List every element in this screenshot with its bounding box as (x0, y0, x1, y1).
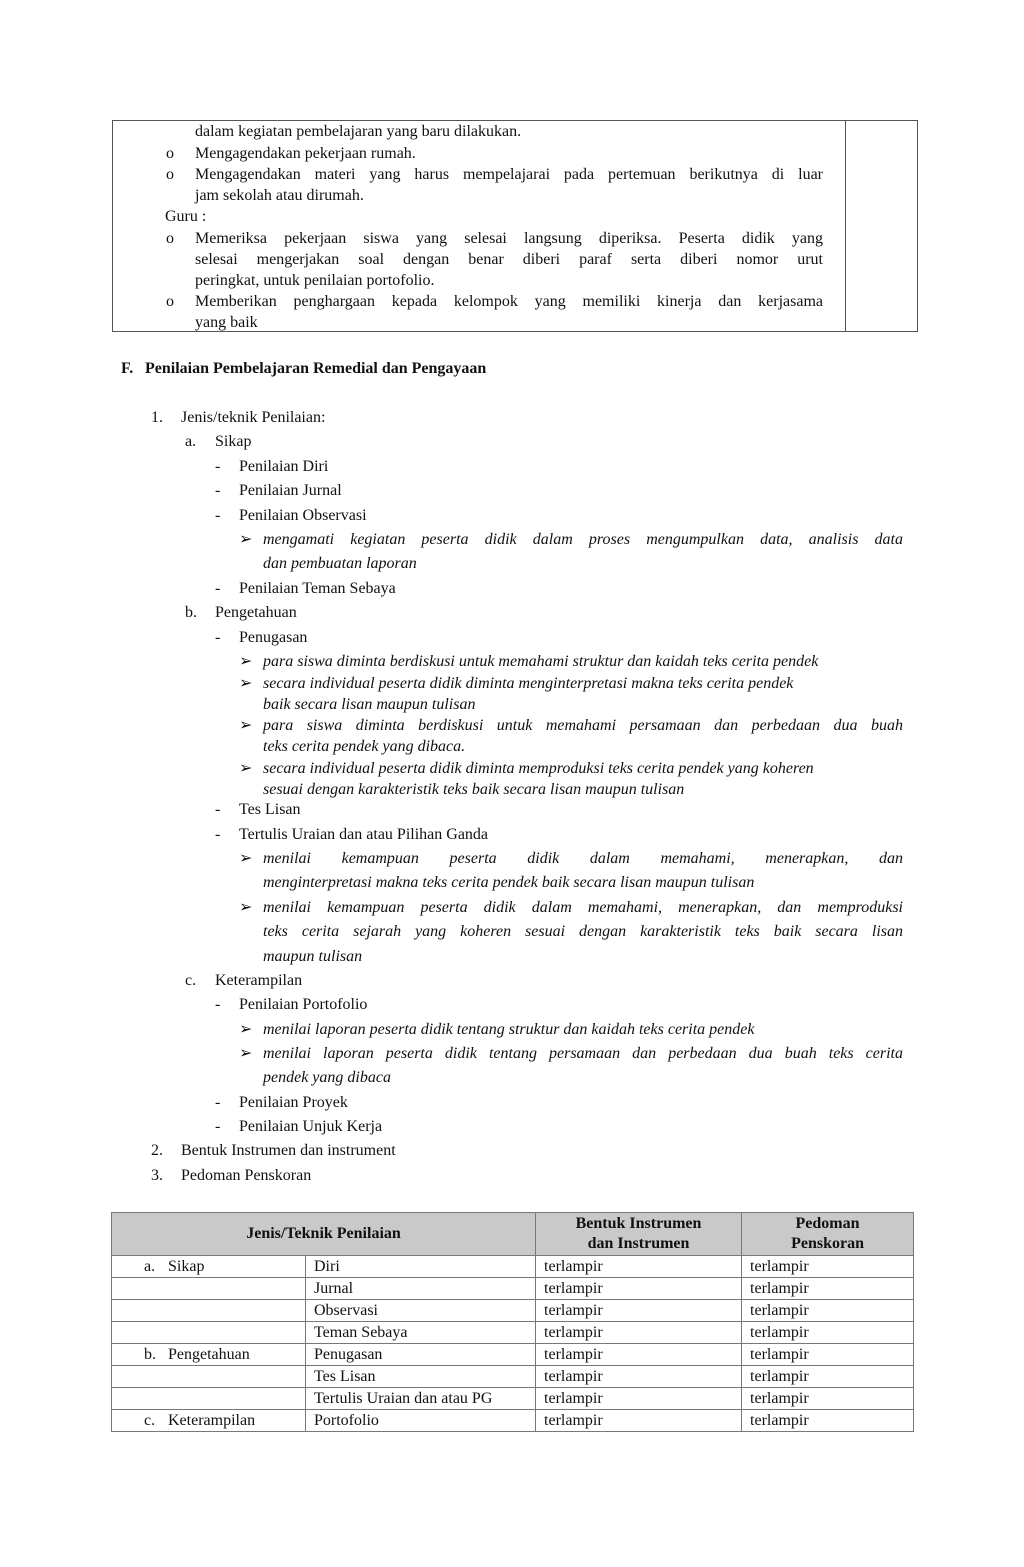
note-text: menginterpretasi makna teks cerita pendek baik secara lisan maupun tulisan (263, 874, 755, 891)
note-text: maupun tulisan (263, 948, 363, 965)
list-item: Penilaian Diri (239, 458, 329, 475)
header-pedoman (742, 1213, 914, 1256)
category-cell (112, 1366, 306, 1388)
list-item: Penilaian Portofolio (239, 996, 368, 1013)
dash-marker: - (215, 826, 221, 843)
pedoman-cell: terlampir (742, 1344, 914, 1366)
list-item-continued: selesai mengerjakan soal dengan benar diberi paraf serta diberi nomor urut (195, 251, 823, 268)
technique-cell: Teman Sebaya (306, 1322, 536, 1344)
technique-cell: Tertulis Uraian dan atau PG (306, 1388, 536, 1410)
list-number: 3. (151, 1167, 163, 1184)
table-column-divider (845, 121, 846, 331)
list-heading: Bentuk Instrumen dan instrument (181, 1142, 396, 1159)
note-text: teks cerita pendek yang dibaca. (263, 738, 466, 755)
dash-marker: - (215, 580, 221, 597)
list-number: 2. (151, 1142, 163, 1159)
arrow-bullet-icon: ➢ (239, 675, 253, 692)
note-text: para siswa diminta berdiskusi untuk memahami persamaan dan perbedaan dua buah (263, 717, 903, 734)
table-text-line: dalam kegiatan pembelajaran yang baru dilakukan. (195, 123, 522, 140)
arrow-bullet-icon: ➢ (239, 850, 253, 867)
note-text: menilai laporan peserta didik tentang persamaan dan perbedaan dua buah teks cerita (263, 1045, 903, 1062)
list-item: Tes Lisan (239, 801, 301, 818)
note-text: menilai kemampuan peserta didik dalam memahami, menerapkan, dan (263, 850, 903, 867)
category-cell (112, 1388, 306, 1410)
table-header-row (112, 1213, 914, 1256)
bentuk-cell: terlampir (536, 1410, 742, 1432)
guru-label: Guru : (165, 208, 207, 225)
bentuk-cell: terlampir (536, 1366, 742, 1388)
note-text: menilai laporan peserta didik tentang struktur dan kaidah teks cerita pendek (263, 1021, 755, 1038)
section-letter: F. (121, 360, 134, 377)
category-letter: c. (144, 1412, 156, 1429)
bullet-marker: o (166, 230, 174, 247)
pedoman-cell: terlampir (742, 1300, 914, 1322)
list-item: Mengagendakan materi yang harus mempelajarai pada pertemuan berikutnya di luar (195, 166, 823, 183)
list-item: Penilaian Jurnal (239, 482, 342, 499)
list-item: Memeriksa pekerjaan siswa yang selesai langsung diperiksa. Peserta didik yang (195, 230, 823, 247)
dash-marker: - (215, 1094, 221, 1111)
note-text: teks cerita sejarah yang koheren sesuai dengan karakteristik teks baik secara lisan (263, 923, 903, 940)
list-item: Mengagendakan pekerjaan rumah. (195, 145, 416, 162)
bentuk-cell: terlampir (536, 1278, 742, 1300)
list-letter: b. (185, 604, 197, 621)
category-cell (112, 1344, 306, 1366)
scoring-table (111, 1212, 914, 1432)
technique-cell: Penugasan (306, 1344, 536, 1366)
list-item: Tertulis Uraian dan atau Pilihan Ganda (239, 826, 489, 843)
category-name: Sikap (168, 1258, 205, 1275)
category-cell (112, 1410, 306, 1432)
dash-marker: - (215, 482, 221, 499)
arrow-bullet-icon: ➢ (239, 1021, 253, 1038)
header-bentuk (536, 1213, 742, 1256)
note-text: secara individual peserta didik diminta menginterpretasi makna teks cerita pendek (263, 675, 794, 692)
list-subheading: Pengetahuan (215, 604, 297, 621)
category-cell (112, 1278, 306, 1300)
bentuk-cell: terlampir (536, 1256, 742, 1278)
arrow-bullet-icon: ➢ (239, 531, 253, 548)
list-subheading: Keterampilan (215, 972, 303, 989)
bullet-marker: o (166, 145, 174, 162)
list-item-continued: yang baik (195, 314, 258, 331)
table-row (112, 1300, 914, 1322)
technique-cell: Tes Lisan (306, 1366, 536, 1388)
note-text: para siswa diminta berdiskusi untuk memahami struktur dan kaidah teks cerita pendek (263, 653, 819, 670)
header-pedoman-line-2: Penskoran (791, 1235, 864, 1252)
technique-cell: Portofolio (306, 1410, 536, 1432)
pedoman-cell: terlampir (742, 1410, 914, 1432)
arrow-bullet-icon: ➢ (239, 760, 253, 777)
list-item: Penugasan (239, 629, 308, 646)
dash-marker: - (215, 629, 221, 646)
list-item-continued: jam sekolah atau dirumah. (195, 187, 364, 204)
bentuk-cell: terlampir (536, 1388, 742, 1410)
category-name: Keterampilan (168, 1412, 256, 1429)
list-subheading: Sikap (215, 433, 252, 450)
category-cell (112, 1322, 306, 1344)
pedoman-cell: terlampir (742, 1278, 914, 1300)
category-name: Pengetahuan (168, 1346, 250, 1363)
pedoman-cell: terlampir (742, 1366, 914, 1388)
section-title: Penilaian Pembelajaran Remedial dan Pengayaan (145, 360, 487, 377)
list-item: Penilaian Teman Sebaya (239, 580, 396, 597)
list-letter: c. (185, 972, 197, 989)
note-text: menilai kemampuan peserta didik dalam memahami, menerapkan, dan memproduksi (263, 899, 903, 916)
table-row (112, 1278, 914, 1300)
table-row (112, 1388, 914, 1410)
list-item: Memberikan penghargaan kepada kelompok yang memiliki kinerja dan kerjasama (195, 293, 823, 310)
technique-cell: Observasi (306, 1300, 536, 1322)
pedoman-cell: terlampir (742, 1388, 914, 1410)
header-jenis: Jenis/Teknik Penilaian (112, 1213, 536, 1256)
arrow-bullet-icon: ➢ (239, 653, 253, 670)
dash-marker: - (215, 458, 221, 475)
header-pedoman-line-1: Pedoman (795, 1215, 860, 1232)
category-letter: b. (144, 1346, 156, 1363)
list-letter: a. (185, 433, 197, 450)
dash-marker: - (215, 507, 221, 524)
bentuk-cell: terlampir (536, 1300, 742, 1322)
arrow-bullet-icon: ➢ (239, 1045, 253, 1062)
list-item: Penilaian Proyek (239, 1094, 348, 1111)
note-text: secara individual peserta didik diminta memproduksi teks cerita pendek yang koheren (263, 760, 814, 777)
list-heading: Pedoman Penskoran (181, 1167, 312, 1184)
category-letter: a. (144, 1258, 156, 1275)
note-text: mengamati kegiatan peserta didik dalam proses mengumpulkan data, analisis data (263, 531, 903, 548)
header-bentuk-line-1: Bentuk Instrumen (575, 1215, 702, 1232)
arrow-bullet-icon: ➢ (239, 899, 253, 916)
table-row (112, 1366, 914, 1388)
note-text: dan pembuatan laporan (263, 555, 417, 572)
bentuk-cell: terlampir (536, 1322, 742, 1344)
note-text: baik secara lisan maupun tulisan (263, 696, 476, 713)
table-row (112, 1410, 914, 1432)
note-text: sesuai dengan karakteristik teks baik secara lisan maupun tulisan (263, 781, 685, 798)
dash-marker: - (215, 1118, 221, 1135)
technique-cell: Jurnal (306, 1278, 536, 1300)
bullet-marker: o (166, 293, 174, 310)
table-row (112, 1322, 914, 1344)
technique-cell: Diri (306, 1256, 536, 1278)
list-item: Penilaian Observasi (239, 507, 367, 524)
dash-marker: - (215, 996, 221, 1013)
table-row (112, 1256, 914, 1278)
bullet-marker: o (166, 166, 174, 183)
category-cell (112, 1256, 306, 1278)
pedoman-cell: terlampir (742, 1256, 914, 1278)
list-heading: Jenis/teknik Penilaian: (181, 409, 326, 426)
category-cell (112, 1300, 306, 1322)
dash-marker: - (215, 801, 221, 818)
header-bentuk-line-2: dan Instrumen (587, 1235, 690, 1252)
arrow-bullet-icon: ➢ (239, 717, 253, 734)
list-number: 1. (151, 409, 163, 426)
pedoman-cell: terlampir (742, 1322, 914, 1344)
note-text: pendek yang dibaca (263, 1069, 391, 1086)
table-row (112, 1344, 914, 1366)
bentuk-cell: terlampir (536, 1344, 742, 1366)
list-item-continued: peringkat, untuk penilaian portofolio. (195, 272, 435, 289)
list-item: Penilaian Unjuk Kerja (239, 1118, 383, 1135)
